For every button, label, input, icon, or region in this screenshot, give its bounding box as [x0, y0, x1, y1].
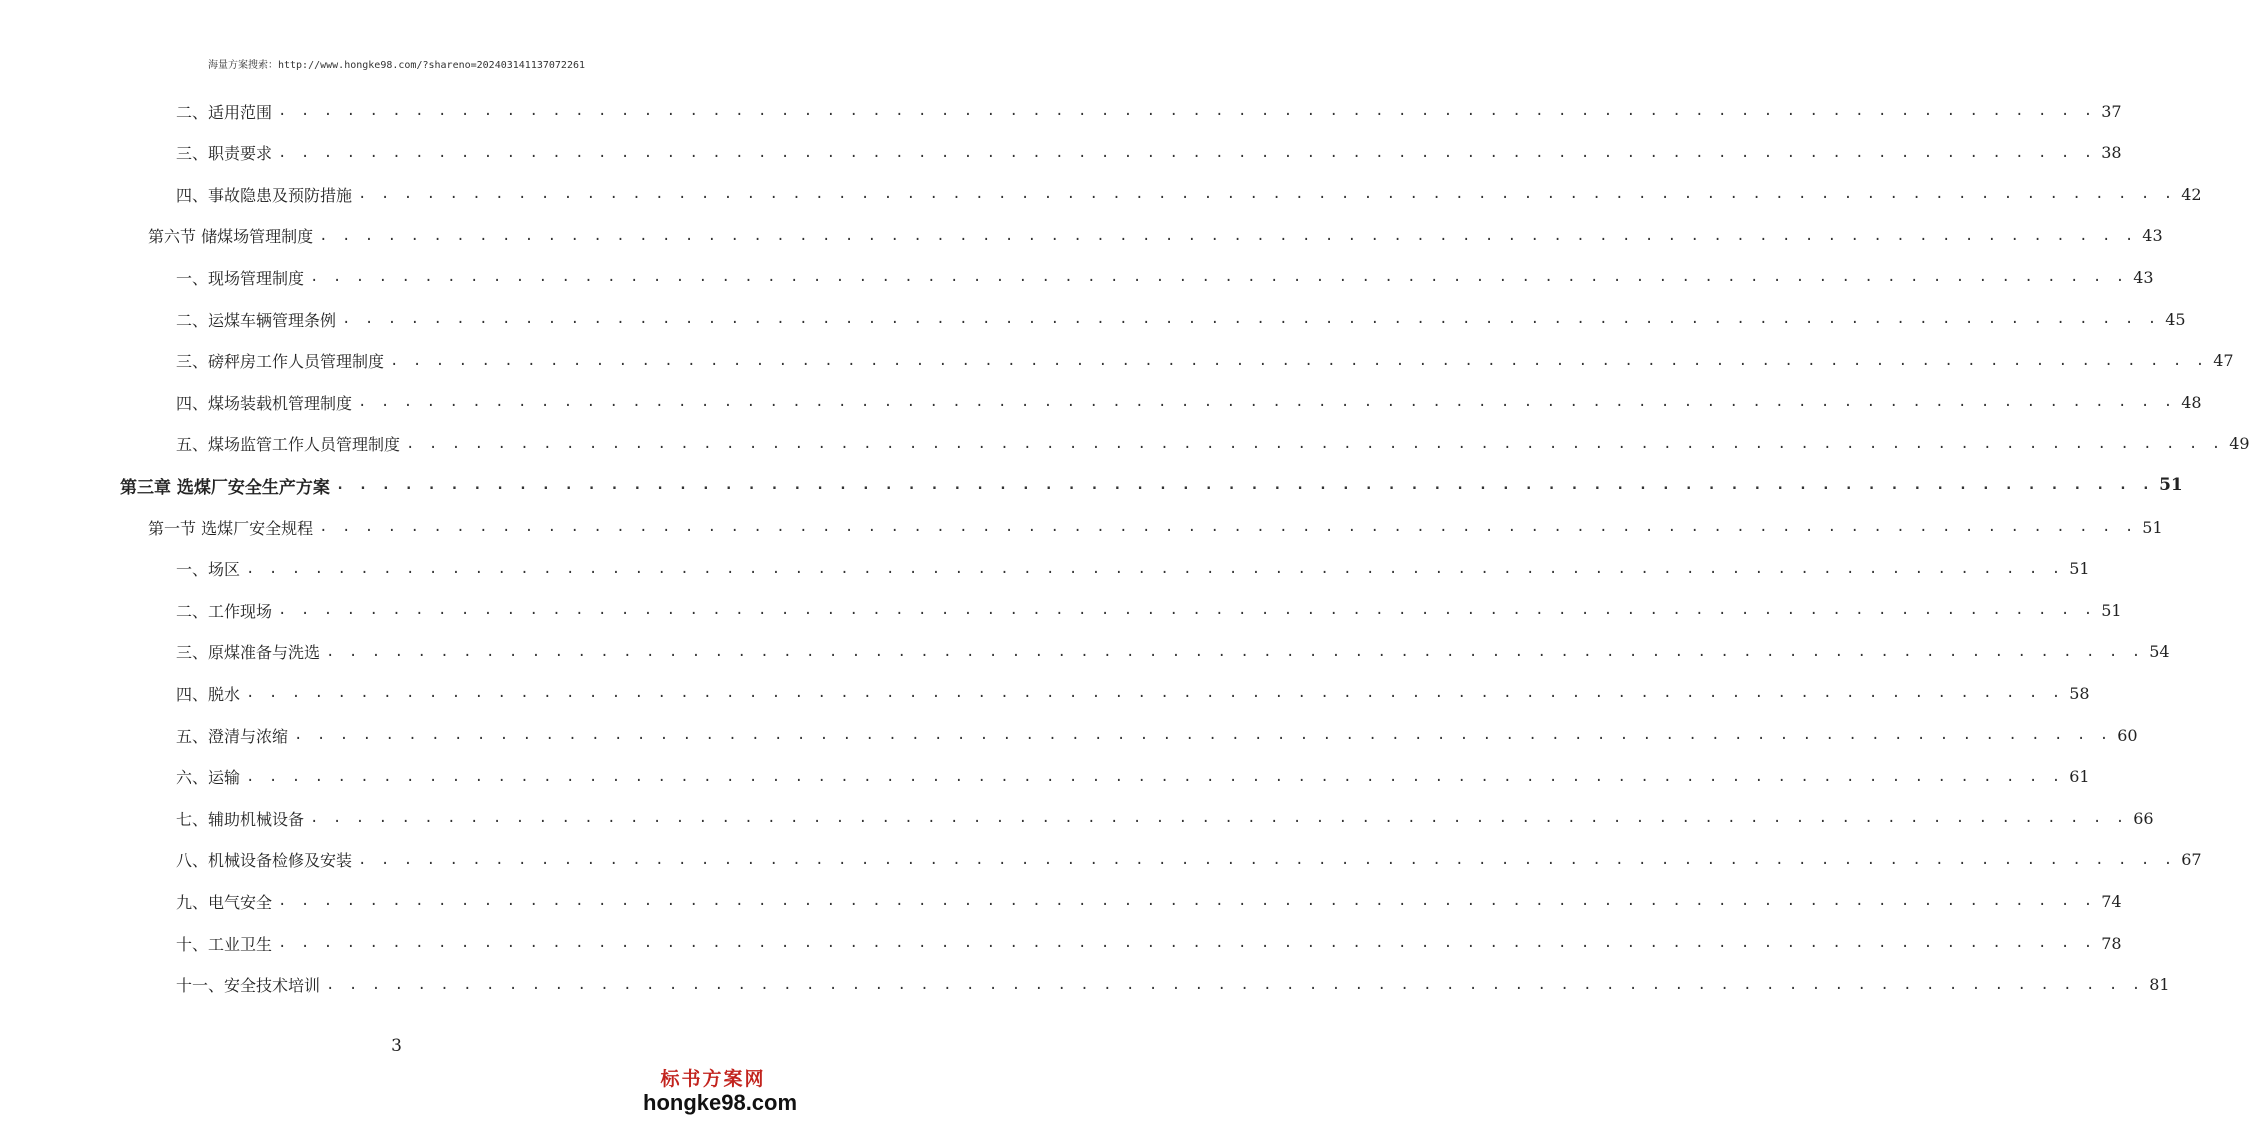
watermark-en-text: hongke98.com [643, 1090, 798, 1115]
toc-leader-dots: . . . . . . . . . . . . . . . . . . . . . . . . . . . . . . . . . . . . . . . . . . . . . . . . . . . . . . . . . . . . . . . . . . . . . . . . . . . . . . . . [310, 269, 2128, 286]
toc-leader-dots: . . . . . . . . . . . . . . . . . . . . . . . . . . . . . . . . . . . . . . . . . . . . . . . . . . . . . . . . . . . . . . . . . . . . . . . . . . . . . . . . [358, 851, 2176, 868]
toc-leader-dots: . . . . . . . . . . . . . . . . . . . . . . . . . . . . . . . . . . . . . . . . . . . . . . . . . . . . . . . . . . . . . . . . . . . . . . . . . . . . . . . . [358, 186, 2176, 203]
toc-entry-item[interactable] [176, 262, 2154, 292]
toc-entry-label: 第六节 储煤场管理制度 [148, 227, 314, 247]
toc-leader-dots: . . . . . . . . . . . . . . . . . . . . . . . . . . . . . . . . . . . . . . . . . . . . . . . . . . . . . . . . . . . . . . . . . . . . . . . . . . . . . . . . [246, 560, 2064, 577]
toc-entry-page: 60 [2117, 725, 2138, 745]
toc-entry-item[interactable] [176, 304, 2186, 334]
toc-entry-page: 45 [2165, 309, 2186, 329]
toc-entry-label: 二、适用范围 [176, 102, 273, 122]
toc-entry-section[interactable] [148, 512, 2163, 542]
toc-entry-page: 37 [2101, 101, 2122, 121]
toc-entry-page: 51 [2101, 600, 2122, 620]
toc-entry-label: 十、工业卫生 [176, 934, 273, 954]
toc-leader-dots: . . . . . . . . . . . . . . . . . . . . . . . . . . . . . . . . . . . . . . . . . . . . . . . . . . . . . . . . . . . . . . . . . . . . . . . . . . . . . . . . [406, 435, 2224, 452]
toc-entry-page: 74 [2101, 891, 2122, 911]
toc-entry-label: 二、工作现场 [176, 601, 273, 621]
toc-entry-page: 67 [2181, 850, 2202, 870]
toc-entry-item[interactable] [176, 845, 2202, 875]
toc-leader-dots: . . . . . . . . . . . . . . . . . . . . . . . . . . . . . . . . . . . . . . . . . . . . . . . . . . . . . . . . . . . . . . . . . . . . . . . . . . . . . . . . [326, 643, 2144, 660]
toc-entry-label: 十一、安全技术培训 [176, 976, 321, 996]
page-number: 3 [391, 1036, 402, 1056]
toc-leader-dots: . . . . . . . . . . . . . . . . . . . . . . . . . . . . . . . . . . . . . . . . . . . . . . . . . . . . . . . . . . . . . . . . . . . . . . . . . . . . . . . . [319, 519, 2137, 535]
toc-leader-dots: . . . . . . . . . . . . . . . . . . . . . . . . . . . . . . . . . . . . . . . . . . . . . . . . . . . . . . . . . . . . . . . . . . . . . . . . . . . . . . . . [310, 810, 2128, 827]
toc-entry-page: 61 [2069, 767, 2090, 787]
toc-entry-page: 66 [2133, 808, 2154, 828]
toc-leader-dots: . . . . . . . . . . . . . . . . . . . . . . . . . . . . . . . . . . . . . . . . . . . . . . . . . . . . . . . . . . . . . . . . . . . . . . . . . . . . . . . . [342, 311, 2160, 327]
toc-entry-section[interactable] [148, 221, 2163, 251]
toc-entry-label: 三、原煤准备与洗选 [176, 643, 321, 663]
toc-entry-page: 38 [2101, 143, 2122, 163]
toc-entry-page: 78 [2101, 933, 2122, 953]
toc-entry-item[interactable] [176, 554, 2090, 584]
toc-leader-dots: . . . . . . . . . . . . . . . . . . . . . . . . . . . . . . . . . . . . . . . . . . . . . . . . . . . . . . . . . . . . . . . . . . . . . . . . . . . . . . . . [278, 103, 2096, 119]
toc-entry-label: 三、磅秤房工作人员管理制度 [176, 352, 385, 372]
toc-leader-dots: . . . . . . . . . . . . . . . . . . . . . . . . . . . . . . . . . . . . . . . . . . . . . . . . . . . . . . . . . . . . . . . . . . . . . . . . . . . . . . . . [326, 976, 2144, 993]
toc-entry-item[interactable] [176, 762, 2090, 792]
toc-entry-label: 一、场区 [176, 560, 241, 580]
toc-entry-page: 51 [2069, 559, 2090, 579]
toc-entry-page: 42 [2181, 184, 2202, 204]
toc-leader-dots: . . . . . . . . . . . . . . . . . . . . . . . . . . . . . . . . . . . . . . . . . . . . . . . . . . . . . . . . . . . . . . . . . . . . . . . . . . . . . . . . [335, 477, 2154, 494]
watermark-logo [643, 1068, 798, 1116]
toc-entry-item[interactable] [176, 96, 2122, 126]
toc-leader-dots: . . . . . . . . . . . . . . . . . . . . . . . . . . . . . . . . . . . . . . . . . . . . . . . . . . . . . . . . . . . . . . . . . . . . . . . . . . . . . . . . [278, 602, 2096, 619]
toc-entry-item[interactable] [176, 678, 2090, 708]
toc-leader-dots: . . . . . . . . . . . . . . . . . . . . . . . . . . . . . . . . . . . . . . . . . . . . . . . . . . . . . . . . . . . . . . . . . . . . . . . . . . . . . . . . [358, 394, 2176, 411]
toc-entry-page: 47 [2213, 351, 2234, 371]
toc-entry-label: 六、运输 [176, 768, 241, 788]
toc-entry-item[interactable] [176, 886, 2122, 916]
toc-leader-dots: . . . . . . . . . . . . . . . . . . . . . . . . . . . . . . . . . . . . . . . . . . . . . . . . . . . . . . . . . . . . . . . . . . . . . . . . . . . . . . . . [278, 144, 2096, 161]
toc-entry-label: 九、电气安全 [176, 892, 273, 912]
toc-entry-label: 四、煤场装载机管理制度 [176, 393, 353, 413]
toc-entry-item[interactable] [176, 970, 2170, 1000]
toc-entry-label: 四、事故隐患及预防措施 [176, 185, 353, 205]
toc-entry-label: 五、澄清与浓缩 [176, 726, 289, 746]
toc-entry-item[interactable] [176, 803, 2154, 833]
toc-entry-label: 七、辅助机械设备 [176, 809, 305, 829]
toc-entry-label: 四、脱水 [176, 684, 241, 704]
toc-leader-dots: . . . . . . . . . . . . . . . . . . . . . . . . . . . . . . . . . . . . . . . . . . . . . . . . . . . . . . . . . . . . . . . . . . . . . . . . . . . . . . . . [278, 935, 2096, 951]
toc-entry-item[interactable] [176, 138, 2122, 168]
toc-entry-label: 一、现场管理制度 [176, 268, 305, 288]
toc-entry-page: 58 [2069, 683, 2090, 703]
toc-entry-label: 三、职责要求 [176, 144, 273, 164]
toc-entry-item[interactable] [176, 429, 2250, 459]
toc-leader-dots: . . . . . . . . . . . . . . . . . . . . . . . . . . . . . . . . . . . . . . . . . . . . . . . . . . . . . . . . . . . . . . . . . . . . . . . . . . . . . . . . [294, 727, 2112, 743]
toc-entry-item[interactable] [176, 179, 2202, 209]
toc-entry-item[interactable] [176, 595, 2122, 625]
toc-leader-dots: . . . . . . . . . . . . . . . . . . . . . . . . . . . . . . . . . . . . . . . . . . . . . . . . . . . . . . . . . . . . . . . . . . . . . . . . . . . . . . . . [278, 893, 2096, 910]
toc-entry-label: 第一节 选煤厂安全规程 [148, 518, 314, 538]
toc-entry-chapter[interactable] [120, 470, 2183, 500]
page-header-url: 海量方案搜索：http://www.hongke98.com/?shareno=202403141137072261 [207, 60, 586, 71]
toc-leader-dots: . . . . . . . . . . . . . . . . . . . . . . . . . . . . . . . . . . . . . . . . . . . . . . . . . . . . . . . . . . . . . . . . . . . . . . . . . . . . . . . . [390, 352, 2208, 369]
toc-entry-item[interactable] [176, 387, 2202, 417]
toc-entry-item[interactable] [176, 928, 2122, 958]
toc-entry-page: 51 [2159, 475, 2183, 496]
toc-entry-label: 第三章 选煤厂安全生产方案 [120, 477, 330, 498]
toc-leader-dots: . . . . . . . . . . . . . . . . . . . . . . . . . . . . . . . . . . . . . . . . . . . . . . . . . . . . . . . . . . . . . . . . . . . . . . . . . . . . . . . . [319, 227, 2137, 244]
toc-leader-dots: . . . . . . . . . . . . . . . . . . . . . . . . . . . . . . . . . . . . . . . . . . . . . . . . . . . . . . . . . . . . . . . . . . . . . . . . . . . . . . . . [246, 768, 2064, 785]
toc-entry-item[interactable] [176, 637, 2170, 667]
toc-entry-label: 五、煤场监管工作人员管理制度 [176, 435, 401, 455]
toc-entry-item[interactable] [176, 720, 2138, 750]
toc-entry-page: 51 [2142, 517, 2163, 537]
toc-entry-page: 49 [2229, 434, 2250, 454]
toc-entry-item[interactable] [176, 346, 2234, 376]
toc-entry-page: 54 [2149, 642, 2170, 662]
toc-entry-page: 48 [2181, 392, 2202, 412]
toc-entry-page: 43 [2142, 226, 2163, 246]
toc-entry-label: 二、运煤车辆管理条例 [176, 310, 337, 330]
toc-entry-page: 43 [2133, 267, 2154, 287]
toc-entry-page: 81 [2149, 975, 2170, 995]
toc-leader-dots: . . . . . . . . . . . . . . . . . . . . . . . . . . . . . . . . . . . . . . . . . . . . . . . . . . . . . . . . . . . . . . . . . . . . . . . . . . . . . . . . [246, 685, 2064, 702]
toc-entry-label: 八、机械设备检修及安装 [176, 851, 353, 871]
watermark-cn-text: 标书方案网 [660, 1068, 766, 1090]
